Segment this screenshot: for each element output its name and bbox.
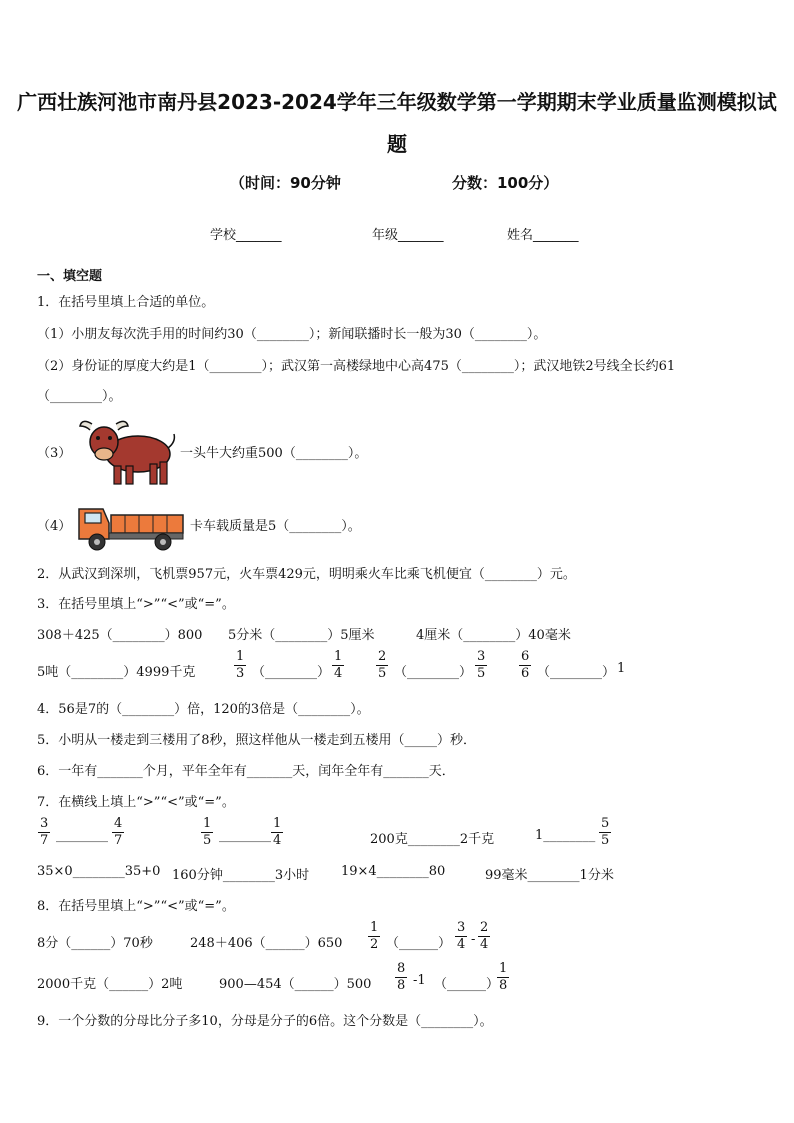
q3-fraction: $\frac{1}{4}$	[334, 649, 343, 681]
q3-blank: （________）	[252, 665, 331, 680]
ox-illustration-icon	[72, 416, 180, 490]
name-field: 姓名_______	[507, 228, 579, 243]
q8-row1-b: 248＋406（______）650	[190, 936, 343, 951]
q1-part2: （2）身份证的厚度大约是1（________）；武汉第一高楼绿地中心高475（________）；武汉地铁2号线全长约61	[37, 359, 676, 374]
school-field: 学校_______	[210, 228, 282, 243]
q3-row1-a: 308＋425（________）800	[37, 628, 203, 643]
page-title-line1: 广西壮族河池市南丹县2023-2024学年三年级数学第一学期期末学业质量监测模拟试	[17, 90, 777, 114]
q1-part3-num: （3）	[37, 446, 72, 461]
q2-text: 2．从武汉到深圳，飞机票957元，火车票429元，明明乘火车比乘飞机便宜（________）元。	[37, 567, 576, 582]
q3-row1-b: 5分米（________）5厘米	[228, 628, 375, 643]
q8-blank: （______）	[386, 936, 452, 951]
q8-fraction: $\frac{8}{8}$	[397, 961, 406, 993]
q6-text: 6．一年有_______个月，平年全年有_______天，闰年全年有_______天．	[37, 764, 455, 779]
q1-part3-text: 一头牛大约重500（________）。	[180, 446, 368, 461]
q3-fraction: $\frac{2}{5}$	[378, 649, 387, 681]
q5-text: 5．小明从一楼走到三楼用了8秒，照这样他从一楼走到五楼用（_____）秒．	[37, 733, 477, 748]
q7-fraction: $\frac{4}{7}$	[114, 816, 123, 848]
q7-row2-a: 35×0________35+0	[37, 864, 161, 879]
q1-part4-num: （4）	[37, 519, 72, 534]
q3-stem: 3．在括号里填上“>”“<”或“=”。	[37, 597, 235, 612]
q8-fraction: $\frac{2}{4}$	[480, 920, 489, 952]
q1-part4-text: 卡车载质量是5（________）。	[190, 519, 361, 534]
q3-fraction: $\frac{3}{5}$	[477, 649, 486, 681]
q8-row2-b: 900—454（______）500	[219, 977, 372, 992]
page-title-line2: 题	[387, 132, 407, 156]
q3-row1-c: 4厘米（________）40毫米	[416, 628, 571, 643]
q7-fraction: $\frac{5}{5}$	[601, 816, 610, 848]
q3-fraction: $\frac{1}{3}$	[236, 649, 245, 681]
q7-row2-c: 19×4________80	[341, 864, 446, 879]
q8-stem: 8．在括号里填上“>”“<”或“=”。	[37, 899, 235, 914]
q4-text: 4．56是7的（________）倍，120的3倍是（________）。	[37, 702, 370, 717]
q7-fraction: $\frac{3}{7}$	[40, 816, 49, 848]
q3-row2-a: 5吨（________）4999千克	[37, 665, 196, 680]
q8-minus-one: -1	[413, 973, 426, 988]
q8-row1-a: 8分（______）70秒	[37, 936, 153, 951]
q7-blank: ________	[219, 828, 271, 843]
q3-one: 1	[617, 661, 626, 676]
q8-fraction: $\frac{1}{8}$	[499, 961, 508, 993]
q7-row2-d: 99毫米________1分米	[485, 868, 614, 883]
q3-blank: （________）	[537, 665, 616, 680]
q3-blank: （________）	[394, 665, 473, 680]
q1-stem: 1．在括号里填上合适的单位。	[37, 295, 215, 310]
q7-row2-b: 160分钟________3小时	[172, 868, 310, 883]
q7-fraction: $\frac{1}{5}$	[203, 816, 212, 848]
q7-stem: 7．在横线上填上“>”“<”或“=”。	[37, 795, 235, 810]
exam-time: （时间：90分钟	[230, 174, 341, 192]
q1-part1: （1）小朋友每次洗手用的时间约30（________）；新闻联播时长一般为30（________）。	[37, 327, 547, 342]
q3-fraction: $\frac{6}{6}$	[521, 649, 530, 681]
grade-field: 年级_______	[372, 228, 444, 243]
q8-row2-a: 2000千克（______）2吨	[37, 977, 183, 992]
exam-score: 分数：100分）	[452, 174, 559, 192]
q9-text: 9．一个分数的分母比分子多10，分母是分子的6倍。这个分数是（________）。	[37, 1014, 493, 1029]
q7-row1-d: 1________	[535, 828, 596, 843]
q1-part2-cont: （________）。	[37, 389, 122, 404]
q7-fraction: $\frac{1}{4}$	[273, 816, 282, 848]
truck-illustration-icon	[75, 495, 187, 553]
q8-fraction: $\frac{3}{4}$	[457, 920, 466, 952]
q7-row1-c: 200克________2千克	[370, 832, 495, 847]
q8-blank: （______）	[434, 977, 500, 992]
section-heading: 一、填空题	[37, 269, 103, 284]
q7-blank: ________	[56, 828, 108, 843]
q8-minus: -	[471, 932, 476, 947]
q8-fraction: $\frac{1}{2}$	[370, 920, 379, 952]
